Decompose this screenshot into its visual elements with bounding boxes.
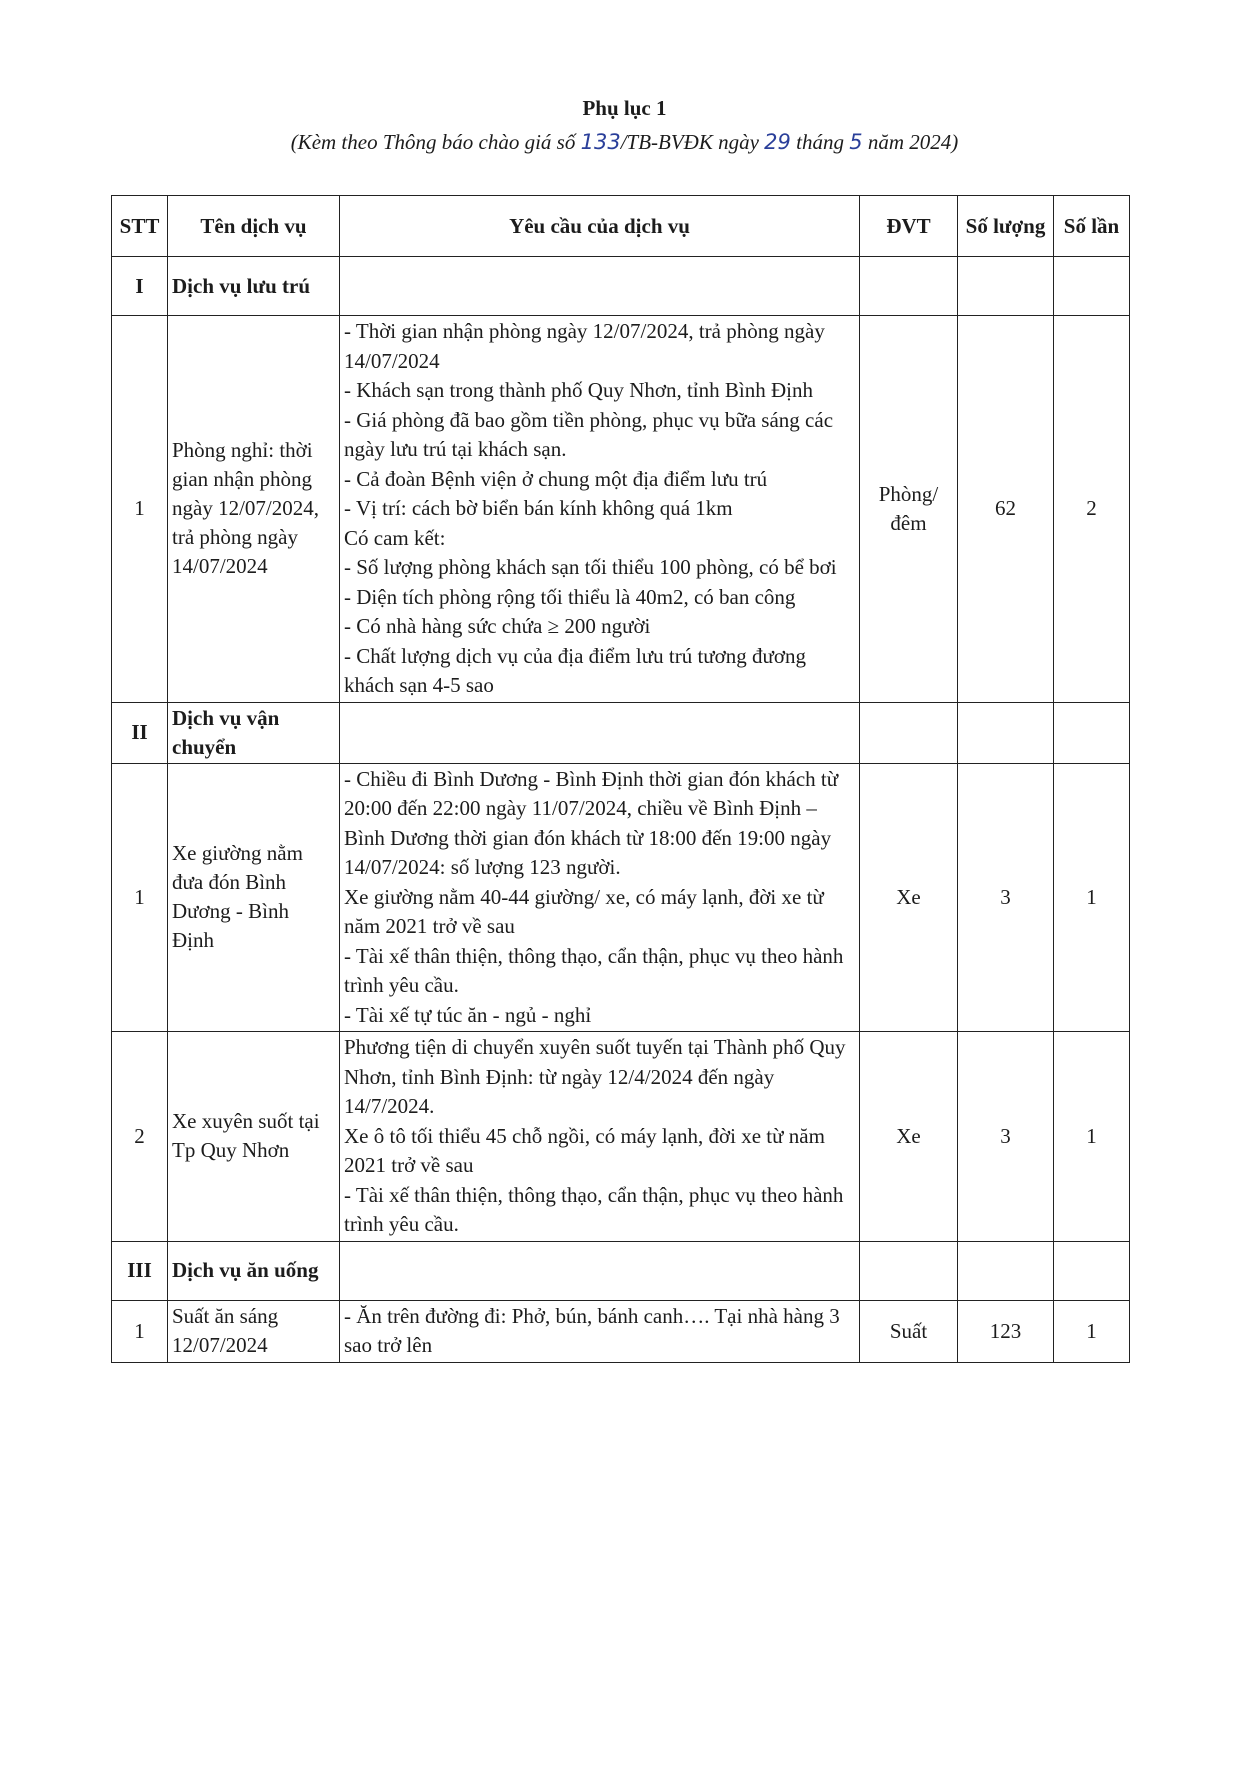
header-service-name: Tên dịch vụ	[168, 196, 340, 257]
requirement-line: - Khách sạn trong thành phố Quy Nhơn, tỉnh Bình Định	[344, 378, 813, 402]
header-unit: ĐVT	[860, 196, 958, 257]
requirement-line: - Vị trí: cách bờ biển bán kính không quá 1km	[344, 496, 733, 520]
page-subtitle	[0, 130, 1249, 155]
row-times: 1	[1054, 763, 1130, 1032]
section-row	[112, 1241, 1130, 1300]
subtitle-prefix: (Kèm theo Thông báo chào giá số	[290, 130, 576, 154]
requirement-line: Xe giường nằm 40-44 giường/ xe, có máy lạnh, đời xe từ năm 2021 trở về sau	[344, 884, 824, 938]
subtitle-suffix: năm 2024)	[867, 130, 959, 154]
row-service-name: Xe giường nằm đưa đón Bình Dương - Bình Định	[168, 763, 340, 1032]
requirement-line: - Giá phòng đã bao gồm tiền phòng, phục vụ bữa sáng các ngày lưu trú tại khách sạn.	[344, 407, 834, 461]
header-times: Số lần	[1054, 196, 1130, 257]
section-name: Dịch vụ ăn uống	[168, 1241, 340, 1300]
handwritten-month: 5	[849, 130, 863, 154]
section-stt: I	[112, 257, 168, 316]
row-quantity: 123	[958, 1300, 1054, 1362]
row-unit: Xe	[860, 763, 958, 1032]
section-row	[112, 257, 1130, 316]
row-stt: 1	[112, 316, 168, 703]
services-table	[111, 195, 1130, 1363]
requirement-line: Xe ô tô tối thiểu 45 chỗ ngồi, có máy lạnh, đời xe từ năm 2021 trở về sau	[344, 1123, 825, 1177]
row-quantity: 3	[958, 763, 1054, 1032]
row-stt: 1	[112, 763, 168, 1032]
table-row	[112, 763, 1130, 1032]
requirement-line: - Chiều đi Bình Dương - Bình Định thời gian đón khách từ 20:00 đến 22:00 ngày 11/07/2024, chiều về Bình Định – Bình Dương thời gian đón khách từ 18:00 đến 19:00 ngày 14/07/2024: số lượng 123 người.	[344, 766, 839, 879]
subtitle-mid1: /TB-BVĐK ngày	[620, 130, 759, 154]
header-requirements: Yêu cầu của dịch vụ	[340, 196, 860, 257]
row-quantity: 62	[958, 316, 1054, 703]
row-unit: Xe	[860, 1032, 958, 1242]
row-unit: Phòng/ đêm	[860, 316, 958, 703]
requirement-line: - Tài xế thân thiện, thông thạo, cẩn thận, phục vụ theo hành trình yêu cầu.	[344, 943, 844, 997]
requirement-line: - Chất lượng dịch vụ của địa điểm lưu trú tương đương khách sạn 4-5 sao	[344, 643, 807, 697]
row-times: 2	[1054, 316, 1130, 703]
section-name: Dịch vụ lưu trú	[168, 257, 340, 316]
subtitle-mid2: tháng	[796, 130, 844, 154]
table-row	[112, 1032, 1130, 1242]
requirement-line: - Ăn trên đường đi: Phở, bún, bánh canh…. Tại nhà hàng 3 sao trở lên	[344, 1303, 840, 1357]
table-header-row	[112, 196, 1130, 257]
section-stt: II	[112, 702, 168, 763]
requirement-line: Phương tiện di chuyển xuyên suốt tuyến tại Thành phố Quy Nhơn, tỉnh Bình Định: từ ngày 12/4/2024 đến ngày 14/7/2024.	[344, 1035, 846, 1118]
row-unit: Suất	[860, 1300, 958, 1362]
row-service-name: Suất ăn sáng 12/07/2024	[168, 1300, 340, 1362]
section-row	[112, 702, 1130, 763]
row-quantity: 3	[958, 1032, 1054, 1242]
section-name: Dịch vụ vận chuyển	[168, 702, 340, 763]
row-times: 1	[1054, 1300, 1130, 1362]
table-row	[112, 1300, 1130, 1362]
requirement-line: - Tài xế tự túc ăn - ngủ - nghỉ	[344, 1002, 592, 1027]
requirement-line: Có cam kết:	[344, 525, 446, 550]
section-stt: III	[112, 1241, 168, 1300]
row-requirements	[340, 763, 860, 1032]
row-stt: 2	[112, 1032, 168, 1242]
row-service-name: Phòng nghỉ: thời gian nhận phòng ngày 12/07/2024, trả phòng ngày 14/07/2024	[168, 316, 340, 703]
row-requirements	[340, 316, 860, 703]
requirement-line: - Có nhà hàng sức chứa ≥ 200 người	[344, 614, 651, 638]
row-stt: 1	[112, 1300, 168, 1362]
handwritten-doc-number: 133	[580, 130, 621, 154]
handwritten-day: 29	[764, 130, 791, 154]
page-title: Phụ lục 1	[582, 96, 667, 120]
requirement-line: - Thời gian nhận phòng ngày 12/07/2024, trả phòng ngày 14/07/2024	[344, 319, 825, 373]
requirement-line: - Tài xế thân thiện, thông thạo, cẩn thận, phục vụ theo hành trình yêu cầu.	[344, 1182, 844, 1236]
table-row	[112, 316, 1130, 703]
header-stt: STT	[112, 196, 168, 257]
requirement-line: - Số lượng phòng khách sạn tối thiểu 100 phòng, có bể bơi	[344, 555, 837, 579]
header-quantity: Số lượng	[958, 196, 1054, 257]
row-service-name: Xe xuyên suốt tại Tp Quy Nhơn	[168, 1032, 340, 1242]
row-requirements	[340, 1300, 860, 1362]
requirement-line: - Cả đoàn Bệnh viện ở chung một địa điểm lưu trú	[344, 466, 768, 491]
row-times: 1	[1054, 1032, 1130, 1242]
requirement-line: - Diện tích phòng rộng tối thiểu là 40m2, có ban công	[344, 584, 796, 609]
row-requirements	[340, 1032, 860, 1242]
